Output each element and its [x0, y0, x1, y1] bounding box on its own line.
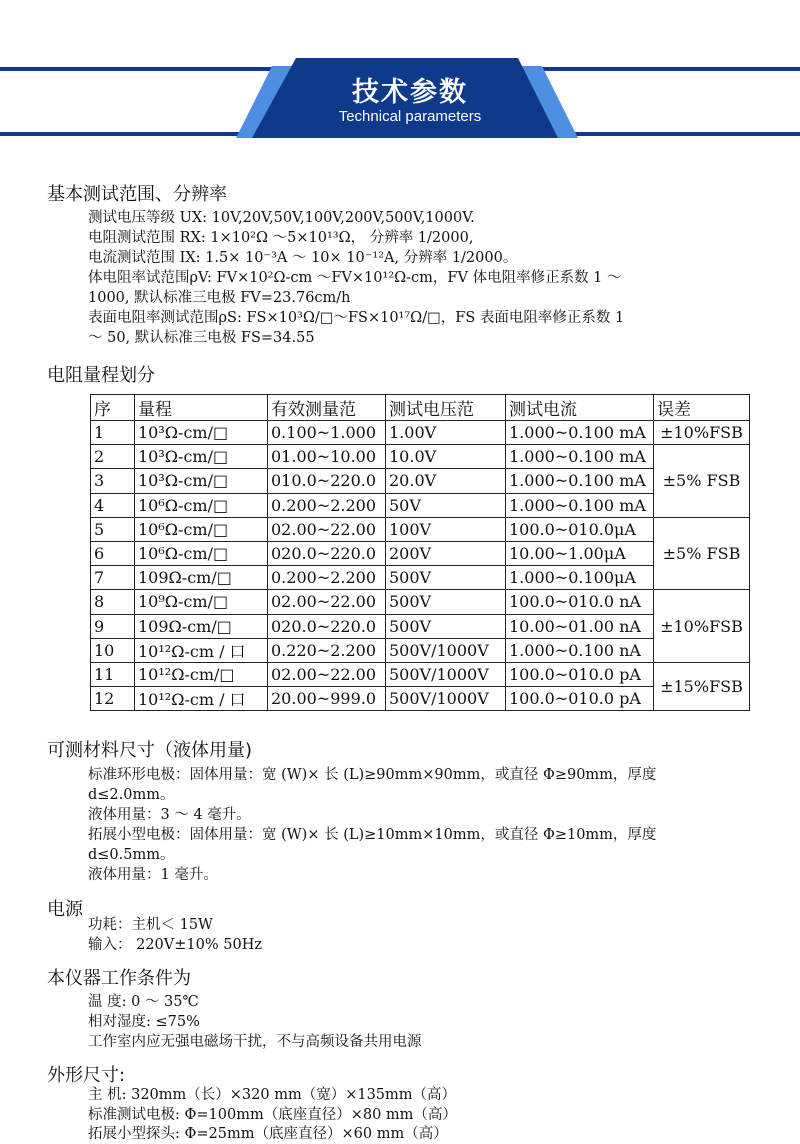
- cell-volt: 500V/1000V: [386, 638, 506, 662]
- section-title-basic-range: 基本测试范围、分辨率: [47, 184, 227, 205]
- cell-error: ±15%FSB: [654, 662, 750, 710]
- text-line: 输入： 220V±10% 50Hz: [88, 937, 262, 953]
- text-line: 拓展小型电极：固体用量：宽 (W)× 长 (L)≥10mm×10mm，或直径 Φ≥10mm，厚度: [88, 827, 657, 843]
- text-line: 体电阻率试范围ρV: FV×10²Ω-cm ～FV×10¹²Ω-cm，FV 体电阻率修正系数 1 ～: [88, 270, 622, 286]
- cell-no: 4: [91, 493, 135, 517]
- cell-valid: 020.0~220.0: [268, 541, 386, 565]
- cell-volt: 200V: [386, 541, 506, 565]
- cell-curr: 100.0~010.0 pA: [506, 687, 654, 711]
- table-header-row: [91, 395, 750, 421]
- cell-volt: 20.0V: [386, 469, 506, 493]
- cell-curr: 1.000~0.100 nA: [506, 638, 654, 662]
- cell-range: 10⁹Ω-cm/□: [135, 590, 268, 614]
- text-line: ～ 50, 默认标准三电极 FS=34.55: [88, 330, 315, 346]
- cell-error: ±5% FSB: [654, 517, 750, 590]
- cell-volt: 500V: [386, 566, 506, 590]
- table-row: [91, 469, 750, 493]
- cell-curr: 1.000~0.100 mA: [506, 493, 654, 517]
- section-title-dimensions: 外形尺寸:: [47, 1065, 126, 1086]
- header-cell: 有效测量范: [268, 395, 386, 421]
- section-title-power: 电源: [47, 899, 83, 920]
- text-line: 液体用量：1 毫升。: [88, 867, 218, 883]
- cell-volt: 500V: [386, 614, 506, 638]
- page-title: 技术参数: [352, 77, 468, 108]
- cell-valid: 0.220~2.200: [268, 638, 386, 662]
- text-line: 1000, 默认标准三电极 FV=23.76cm/h: [88, 290, 351, 306]
- header-cell: 测试电流: [506, 395, 654, 421]
- section-title-working-conditions: 本仪器工作条件为: [47, 968, 191, 989]
- page-subtitle: Technical parameters: [338, 108, 482, 125]
- header-banner: [0, 0, 800, 150]
- text-line: 拓展小型探头: Φ=25mm（底座直径）×60 mm（高）: [88, 1126, 448, 1142]
- table-row: [91, 590, 750, 614]
- section-title-range-division: 电阻量程划分: [47, 365, 155, 386]
- table-row: [91, 638, 750, 662]
- cell-no: 8: [91, 590, 135, 614]
- cell-curr: 1.000~0.100 mA: [506, 469, 654, 493]
- cell-no: 3: [91, 469, 135, 493]
- cell-range: 10⁶Ω-cm/□: [135, 517, 268, 541]
- cell-curr: 1.000~0.100 mA: [506, 445, 654, 469]
- table-row: [91, 541, 750, 565]
- cell-no: 5: [91, 517, 135, 541]
- table-row: [91, 445, 750, 469]
- cell-range: 109Ω-cm/□: [135, 614, 268, 638]
- cell-curr: 100.0~010.0μA: [506, 517, 654, 541]
- cell-valid: 010.0~220.0: [268, 469, 386, 493]
- cell-range: 10³Ω-cm/□: [135, 469, 268, 493]
- cell-volt: 500V: [386, 590, 506, 614]
- header-cell: 测试电压范: [386, 395, 506, 421]
- text-line: 功耗：主机＜ 15W: [88, 917, 213, 933]
- text-line: 表面电阻率测试范围ρS: FS×10³Ω/□～FS×10¹⁷Ω/□，FS 表面电阻率修正系数 1: [88, 310, 625, 326]
- cell-curr: 10.00~01.00 nA: [506, 614, 654, 638]
- cell-error: ±5% FSB: [654, 445, 750, 518]
- cell-range: 10¹²Ω-cm / 口: [135, 687, 268, 711]
- cell-range: 10¹²Ω-cm/□: [135, 662, 268, 686]
- header-cell: 序: [91, 395, 135, 421]
- cell-no: 9: [91, 614, 135, 638]
- cell-curr: 100.0~010.0 nA: [506, 590, 654, 614]
- table-row: [91, 687, 750, 711]
- text-line: 测试电压等级 UX: 10V,20V,50V,100V,200V,500V,1000V.: [88, 210, 475, 226]
- cell-volt: 100V: [386, 517, 506, 541]
- cell-curr: 100.0~010.0 pA: [506, 662, 654, 686]
- cell-volt: 500V/1000V: [386, 662, 506, 686]
- cell-error: ±10%FSB: [654, 421, 750, 445]
- cell-no: 2: [91, 445, 135, 469]
- cell-no: 11: [91, 662, 135, 686]
- range-table: [90, 394, 750, 711]
- text-line: 电流测试范围 IX: 1.5× 10⁻³A ～ 10× 10⁻¹²A, 分辨率 1/2000。: [88, 250, 518, 266]
- header-cell: 量程: [135, 395, 268, 421]
- cell-no: 10: [91, 638, 135, 662]
- cell-no: 1: [91, 421, 135, 445]
- cell-curr: 10.00~1.00μA: [506, 541, 654, 565]
- table-row: [91, 517, 750, 541]
- cell-valid: 0.200~2.200: [268, 566, 386, 590]
- cell-valid: 02.00~22.00: [268, 517, 386, 541]
- header-cell: 误差: [654, 395, 750, 421]
- cell-curr: 1.000~0.100μA: [506, 566, 654, 590]
- cell-valid: 20.00~999.0: [268, 687, 386, 711]
- cell-valid: 02.00~22.00: [268, 590, 386, 614]
- cell-range: 10⁶Ω-cm/□: [135, 493, 268, 517]
- table-row: [91, 662, 750, 686]
- cell-volt: 50V: [386, 493, 506, 517]
- cell-volt: 500V/1000V: [386, 687, 506, 711]
- table-row: [91, 566, 750, 590]
- text-line: d≤2.0mm。: [88, 787, 175, 803]
- table-row: [91, 421, 750, 445]
- cell-no: 7: [91, 566, 135, 590]
- cell-range: 109Ω-cm/□: [135, 566, 268, 590]
- cell-no: 6: [91, 541, 135, 565]
- cell-volt: 10.0V: [386, 445, 506, 469]
- cell-no: 12: [91, 687, 135, 711]
- text-line: 标准测试电极: Φ=100mm（底座直径）×80 mm（高）: [88, 1107, 457, 1123]
- cell-range: 10³Ω-cm/□: [135, 421, 268, 445]
- text-line: 标准环形电极：固体用量：宽 (W)× 长 (L)≥90mm×90mm，或直径 Φ≥90mm，厚度: [88, 767, 657, 783]
- cell-valid: 01.00~10.00: [268, 445, 386, 469]
- text-line: 温 度: 0 ～ 35℃: [88, 994, 199, 1010]
- cell-valid: 020.0~220.0: [268, 614, 386, 638]
- table-row: [91, 614, 750, 638]
- text-line: 电阻测试范围 RX: 1×10²Ω ～5×10¹³Ω， 分辨率 1/2000,: [88, 230, 474, 246]
- text-line: d≤0.5mm。: [88, 847, 175, 863]
- cell-valid: 02.00~22.00: [268, 662, 386, 686]
- cell-valid: 0.200~2.200: [268, 493, 386, 517]
- table-row: [91, 493, 750, 517]
- cell-curr: 1.000~0.100 mA: [506, 421, 654, 445]
- cell-valid: 0.100~1.000: [268, 421, 386, 445]
- cell-error: ±10%FSB: [654, 590, 750, 663]
- text-line: 液体用量：3 ～ 4 毫升。: [88, 807, 251, 823]
- text-line: 工作室内应无强电磁场干扰，不与高频设备共用电源: [88, 1034, 422, 1050]
- cell-range: 10¹²Ω-cm / 口: [135, 638, 268, 662]
- section-title-material-size: 可测材料尺寸（液体用量): [47, 740, 253, 761]
- cell-range: 10³Ω-cm/□: [135, 445, 268, 469]
- cell-volt: 1.00V: [386, 421, 506, 445]
- cell-range: 10⁶Ω-cm/□: [135, 541, 268, 565]
- text-line: 相对湿度: ≤75%: [88, 1014, 200, 1030]
- text-line: 主 机: 320mm（长）×320 mm（宽）×135mm（高）: [88, 1087, 457, 1103]
